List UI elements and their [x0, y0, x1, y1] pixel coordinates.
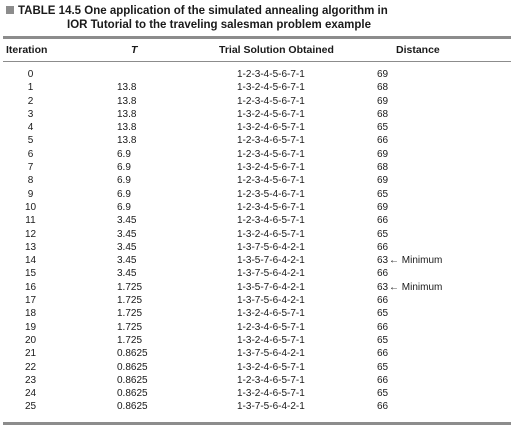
header-rule	[3, 61, 511, 62]
trial-solution-cell: 1-3-2-4-5-6-7-1	[237, 82, 305, 94]
temperature-cell: 1.725	[117, 295, 143, 307]
iteration-cell: 21	[24, 348, 37, 360]
temperature-cell: 1.725	[117, 321, 143, 333]
temperature-cell	[58, 68, 168, 81]
note-cell	[389, 95, 442, 108]
temperature-cell: 6.9	[117, 148, 131, 160]
note-cell	[389, 188, 442, 201]
table-row	[3, 228, 442, 241]
trial-solution-cell: 1-3-2-4-5-6-7-1	[237, 162, 305, 174]
header-trial-solution: Trial Solution Obtained	[219, 44, 334, 56]
table-row	[3, 68, 442, 81]
note-cell	[389, 228, 442, 241]
trial-solution-cell: 1-3-7-5-6-4-2-1	[237, 268, 305, 280]
caption-title-line-1: One application of the simulated annealing algorithm in	[84, 5, 388, 17]
trial-solution-cell: 1-3-2-4-6-5-7-1	[237, 308, 305, 320]
trial-solution-cell: 1-3-2-4-5-6-7-1	[237, 108, 305, 120]
iteration-cell: 7	[27, 162, 34, 174]
table-row	[3, 201, 442, 214]
note-cell	[389, 387, 442, 400]
table-row	[3, 334, 442, 347]
table-row	[3, 95, 442, 108]
trial-solution-cell: 1-3-7-5-6-4-2-1	[237, 348, 305, 360]
trial-solution-cell: 1-2-3-4-6-5-7-1	[237, 374, 305, 386]
temperature-cell: 13.8	[117, 82, 137, 94]
table-row	[3, 174, 442, 187]
table-number: TABLE 14.5	[18, 5, 82, 17]
distance-cell: 66	[377, 215, 389, 227]
iteration-cell: 25	[24, 401, 37, 413]
temperature-cell: 3.45	[117, 228, 137, 240]
trial-solution-cell: 1-2-3-4-6-5-7-1	[237, 215, 305, 227]
iteration-cell: 2	[27, 95, 34, 107]
iteration-cell: 16	[24, 281, 37, 293]
note-cell	[389, 68, 442, 81]
table-row	[3, 374, 442, 387]
distance-cell: 65	[377, 228, 389, 240]
iteration-cell: 9	[27, 188, 34, 200]
temperature-cell: 6.9	[117, 201, 131, 213]
table-row	[3, 281, 442, 294]
results-table-body	[3, 68, 442, 414]
table-row	[3, 400, 442, 413]
distance-cell: 65	[377, 361, 389, 373]
note-cell: ← Minimum	[389, 255, 443, 267]
table-row	[3, 241, 442, 254]
header-distance: Distance	[396, 44, 440, 56]
temperature-cell: 1.725	[117, 308, 143, 320]
temperature-cell: 3.45	[117, 268, 137, 280]
temperature-cell: 13.8	[117, 122, 137, 134]
note-cell	[389, 294, 442, 307]
caption-title-line-2: IOR Tutorial to the traveling salesman problem example	[67, 19, 371, 31]
distance-cell: 66	[377, 135, 389, 147]
trial-solution-cell: 1-2-3-4-5-6-7-1	[237, 69, 305, 80]
temperature-cell: 13.8	[117, 95, 137, 107]
table-row	[3, 148, 442, 161]
table-row	[3, 347, 442, 360]
distance-cell: 65	[377, 388, 389, 400]
table-row	[3, 161, 442, 174]
table-row	[3, 134, 442, 147]
note-cell	[389, 148, 442, 161]
distance-cell: 65	[377, 188, 389, 200]
distance-cell: 66	[377, 321, 389, 333]
temperature-cell: 3.45	[117, 241, 137, 253]
iteration-cell: 0	[27, 69, 34, 80]
iteration-cell: 5	[27, 135, 34, 147]
trial-solution-cell: 1-3-5-7-6-4-2-1	[237, 281, 305, 293]
iteration-cell: 1	[27, 82, 34, 94]
temperature-cell: 13.8	[117, 135, 137, 147]
distance-cell: 68	[377, 108, 389, 120]
distance-cell: 69	[377, 175, 389, 187]
caption-square-icon	[6, 6, 14, 14]
note-cell	[389, 121, 442, 134]
note-cell	[389, 214, 442, 227]
iteration-cell: 12	[24, 228, 37, 240]
note-cell	[389, 321, 442, 334]
distance-cell: 69	[377, 69, 389, 80]
trial-solution-cell: 1-3-7-5-6-4-2-1	[237, 295, 305, 307]
note-cell	[389, 347, 442, 360]
temperature-cell: 3.45	[117, 255, 137, 267]
table-row	[3, 321, 442, 334]
table-row	[3, 387, 442, 400]
trial-solution-cell: 1-3-2-4-6-5-7-1	[237, 361, 305, 373]
note-cell	[389, 267, 442, 280]
note-cell	[389, 134, 442, 147]
table-top-rule	[3, 36, 511, 39]
distance-cell: 68	[377, 82, 389, 94]
note-cell	[389, 374, 442, 387]
distance-cell: 66	[377, 348, 389, 360]
results-table	[3, 68, 442, 414]
note-cell	[389, 174, 442, 187]
table-bottom-rule	[3, 422, 511, 425]
iteration-cell: 15	[24, 268, 37, 280]
note-cell	[389, 108, 442, 121]
trial-solution-cell: 1-3-5-7-6-4-2-1	[237, 255, 305, 267]
iteration-cell: 23	[24, 374, 37, 386]
trial-solution-cell: 1-2-3-4-5-6-7-1	[237, 95, 305, 107]
trial-solution-cell: 1-2-3-4-6-5-7-1	[237, 135, 305, 147]
trial-solution-cell: 1-3-2-4-6-5-7-1	[237, 122, 305, 134]
distance-cell: 66	[377, 401, 389, 413]
note-cell	[389, 361, 442, 374]
iteration-cell: 20	[24, 334, 37, 346]
trial-solution-cell: 1-2-3-4-6-5-7-1	[237, 321, 305, 333]
iteration-cell: 8	[27, 175, 34, 187]
table-row	[3, 294, 442, 307]
distance-cell: 69	[377, 95, 389, 107]
table-caption	[6, 4, 506, 32]
header-temperature: T	[131, 44, 138, 56]
trial-solution-cell: 1-3-7-5-6-4-2-1	[237, 401, 305, 413]
trial-solution-cell: 1-2-3-4-5-6-7-1	[237, 148, 305, 160]
iteration-cell: 14	[24, 255, 37, 267]
distance-cell: 65	[377, 334, 389, 346]
note-cell	[389, 334, 442, 347]
distance-cell: 65	[377, 122, 389, 134]
iteration-cell: 24	[24, 388, 37, 400]
table-row	[3, 81, 442, 94]
note-cell	[389, 241, 442, 254]
temperature-cell: 1.725	[117, 281, 143, 293]
distance-cell: 63	[377, 281, 389, 293]
table-row	[3, 214, 442, 227]
table-row	[3, 254, 442, 267]
note-cell	[389, 161, 442, 174]
table-row	[3, 267, 442, 280]
distance-cell: 69	[377, 148, 389, 160]
distance-cell: 65	[377, 308, 389, 320]
temperature-cell: 0.8625	[117, 388, 148, 400]
note-cell: ← Minimum	[389, 281, 443, 293]
trial-solution-cell: 1-3-2-4-6-5-7-1	[237, 228, 305, 240]
iteration-cell: 4	[27, 122, 34, 134]
distance-cell: 68	[377, 162, 389, 174]
distance-cell: 66	[377, 241, 389, 253]
distance-cell: 66	[377, 268, 389, 280]
caption-line-1	[6, 4, 506, 18]
note-cell	[389, 307, 442, 320]
iteration-cell: 11	[25, 215, 36, 227]
header-iteration: Iteration	[6, 44, 48, 56]
table-row	[3, 121, 442, 134]
iteration-cell: 3	[27, 108, 34, 120]
iteration-cell: 22	[24, 361, 37, 373]
temperature-cell: 0.8625	[117, 361, 148, 373]
distance-cell: 66	[377, 295, 389, 307]
temperature-cell: 1.725	[117, 334, 143, 346]
table-row	[3, 108, 442, 121]
temperature-cell: 6.9	[117, 162, 131, 174]
temperature-cell: 0.8625	[117, 348, 148, 360]
iteration-cell: 18	[24, 308, 37, 320]
trial-solution-cell: 1-2-3-5-4-6-7-1	[237, 188, 305, 200]
note-cell	[389, 400, 442, 413]
trial-solution-cell: 1-3-2-4-6-5-7-1	[237, 334, 305, 346]
trial-solution-cell: 1-2-3-4-5-6-7-1	[237, 175, 305, 187]
temperature-cell: 0.8625	[117, 374, 148, 386]
distance-cell: 69	[377, 201, 389, 213]
temperature-cell: 6.9	[117, 175, 131, 187]
table-row	[3, 307, 442, 320]
note-cell	[389, 81, 442, 94]
trial-solution-cell: 1-3-7-5-6-4-2-1	[237, 241, 305, 253]
iteration-cell: 17	[24, 295, 37, 307]
table-row	[3, 188, 442, 201]
table-row	[3, 361, 442, 374]
trial-solution-cell: 1-3-2-4-6-5-7-1	[237, 388, 305, 400]
distance-cell: 66	[377, 374, 389, 386]
iteration-cell: 19	[24, 321, 37, 333]
temperature-cell: 0.8625	[117, 401, 148, 413]
iteration-cell: 13	[24, 241, 37, 253]
temperature-cell: 6.9	[117, 188, 131, 200]
temperature-cell: 13.8	[117, 108, 137, 120]
iteration-cell: 10	[24, 201, 37, 213]
distance-cell: 63	[377, 255, 389, 267]
temperature-cell: 3.45	[117, 215, 137, 227]
iteration-cell: 6	[27, 148, 34, 160]
note-cell	[389, 201, 442, 214]
trial-solution-cell: 1-2-3-4-5-6-7-1	[237, 201, 305, 213]
